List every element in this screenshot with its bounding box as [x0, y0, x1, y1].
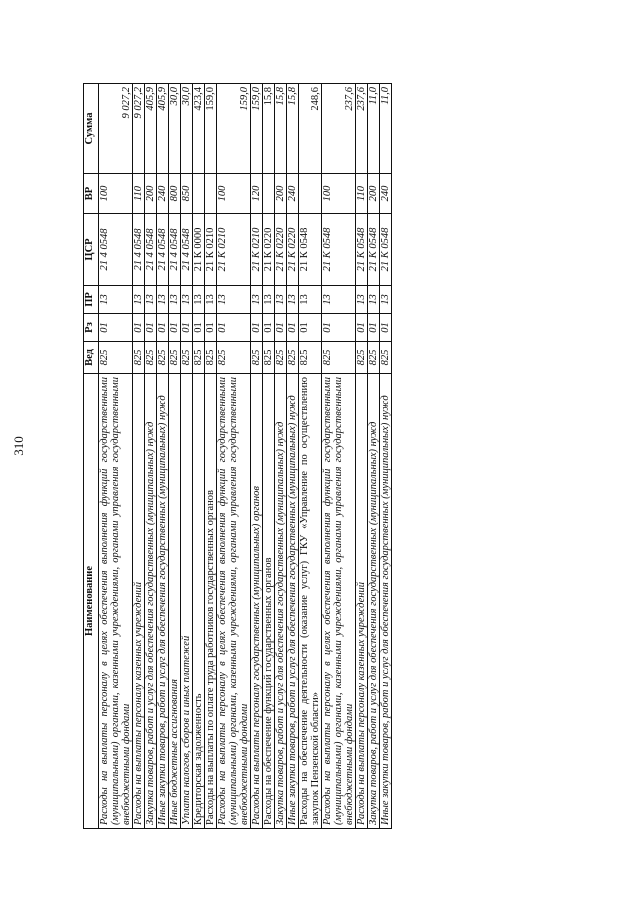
cell-pr: 13	[181, 286, 193, 314]
cell-pr: 13	[299, 286, 322, 314]
cell-sum: 30,0	[169, 84, 181, 174]
cell-sum: 423,4	[193, 84, 205, 174]
table-row	[356, 84, 368, 829]
cell-csr: 21 4 0548	[133, 214, 145, 286]
cell-sum: 405,9	[157, 84, 169, 174]
cell-rz: 01	[263, 314, 275, 342]
cell-name: Закупка товаров, работ и услуг для обеспечения государственных (муниципальных) нужд	[368, 374, 380, 829]
cell-csr: 21 К 0220	[287, 214, 299, 286]
cell-rz: 01	[287, 314, 299, 342]
cell-ved: 825	[157, 342, 169, 374]
table-row	[193, 84, 205, 829]
cell-name: Расходы на выплаты персоналу казенных учреждений	[356, 374, 368, 829]
cell-vr: 110	[133, 174, 145, 214]
rotated-table-container	[83, 84, 392, 829]
budget-table	[83, 83, 392, 829]
cell-pr: 13	[99, 286, 133, 314]
column-header-pr: ПР	[84, 286, 99, 314]
cell-sum: 15,8	[287, 84, 299, 174]
cell-rz: 01	[380, 314, 392, 342]
cell-rz: 01	[99, 314, 133, 342]
cell-csr: 21 К 0548	[368, 214, 380, 286]
cell-vr: 100	[99, 174, 133, 214]
column-header-rz: Рз	[84, 314, 99, 342]
column-header-ved: Вед	[84, 342, 99, 374]
cell-vr	[205, 174, 217, 214]
table-row	[322, 84, 356, 829]
cell-sum: 159,0	[205, 84, 217, 174]
cell-pr: 13	[322, 286, 356, 314]
cell-sum: 248,6	[299, 84, 322, 174]
cell-csr: 21 К 0548	[299, 214, 322, 286]
cell-rz: 01	[217, 314, 251, 342]
cell-rz: 01	[157, 314, 169, 342]
table-row	[157, 84, 169, 829]
cell-ved: 825	[263, 342, 275, 374]
table-row	[99, 84, 133, 829]
cell-rz: 01	[181, 314, 193, 342]
cell-vr: 850	[181, 174, 193, 214]
cell-vr: 200	[145, 174, 157, 214]
cell-ved: 825	[368, 342, 380, 374]
cell-rz: 01	[368, 314, 380, 342]
cell-vr	[299, 174, 322, 214]
cell-sum: 9 027,2	[99, 84, 133, 174]
cell-vr: 240	[287, 174, 299, 214]
cell-rz: 01	[145, 314, 157, 342]
cell-rz: 01	[356, 314, 368, 342]
cell-name: Уплата налогов, сборов и иных платежей	[181, 374, 193, 829]
cell-pr: 13	[193, 286, 205, 314]
cell-vr: 200	[275, 174, 287, 214]
cell-pr: 13	[368, 286, 380, 314]
cell-sum: 237,6	[356, 84, 368, 174]
table-header-row	[84, 84, 99, 829]
cell-ved: 825	[356, 342, 368, 374]
cell-csr: 21 К 0000	[193, 214, 205, 286]
cell-csr: 21 К 0220	[263, 214, 275, 286]
table-row	[133, 84, 145, 829]
cell-rz: 01	[251, 314, 263, 342]
cell-pr: 13	[251, 286, 263, 314]
cell-csr: 21 К 0548	[356, 214, 368, 286]
cell-rz: 01	[299, 314, 322, 342]
cell-sum: 237,6	[322, 84, 356, 174]
cell-rz: 01	[133, 314, 145, 342]
cell-pr: 13	[205, 286, 217, 314]
cell-vr: 100	[217, 174, 251, 214]
cell-ved: 825	[322, 342, 356, 374]
table-row	[368, 84, 380, 829]
cell-pr: 13	[287, 286, 299, 314]
cell-sum: 15,8	[263, 84, 275, 174]
cell-name: Расходы на обеспечение деятельности (оказание услуг) ГКУ «Управление по осуществлению закупок Пензенской области»	[299, 374, 322, 829]
cell-csr: 21 4 0548	[169, 214, 181, 286]
cell-vr: 800	[169, 174, 181, 214]
cell-name: Кредиторская задолженность	[193, 374, 205, 829]
cell-sum: 405,9	[145, 84, 157, 174]
cell-vr	[263, 174, 275, 214]
table-row	[275, 84, 287, 829]
cell-name: Иные бюджетные ассигнования	[169, 374, 181, 829]
table-row	[380, 84, 392, 829]
cell-csr: 21 К 0548	[380, 214, 392, 286]
cell-name: Иные закупки товаров, работ и услуг для обеспечения государственных (муниципальных) нужд	[380, 374, 392, 829]
cell-pr: 13	[380, 286, 392, 314]
table-row	[263, 84, 275, 829]
cell-sum: 30,0	[181, 84, 193, 174]
cell-pr: 13	[145, 286, 157, 314]
cell-pr: 13	[217, 286, 251, 314]
cell-ved: 825	[380, 342, 392, 374]
cell-ved: 825	[299, 342, 322, 374]
table-row	[299, 84, 322, 829]
cell-ved: 825	[169, 342, 181, 374]
cell-csr: 21 4 0548	[181, 214, 193, 286]
cell-csr: 21 К 0220	[275, 214, 287, 286]
table-row	[145, 84, 157, 829]
cell-ved: 825	[133, 342, 145, 374]
cell-sum: 15,8	[275, 84, 287, 174]
cell-ved: 825	[275, 342, 287, 374]
cell-pr: 13	[133, 286, 145, 314]
cell-ved: 825	[193, 342, 205, 374]
cell-ved: 825	[287, 342, 299, 374]
cell-csr: 21 4 0548	[157, 214, 169, 286]
cell-name: Иные закупки товаров, работ и услуг для обеспечения государственных (муниципальных) нужд	[157, 374, 169, 829]
cell-ved: 825	[99, 342, 133, 374]
cell-name: Расходы на обеспечение функций государственных органов	[263, 374, 275, 829]
cell-name: Закупка товаров, работ и услуг для обеспечения государственных (муниципальных) нужд	[145, 374, 157, 829]
column-header-csr: ЦСР	[84, 214, 99, 286]
cell-rz: 01	[275, 314, 287, 342]
cell-rz: 01	[322, 314, 356, 342]
cell-vr: 200	[368, 174, 380, 214]
cell-pr: 13	[263, 286, 275, 314]
cell-csr: 21 К 0548	[322, 214, 356, 286]
cell-pr: 13	[356, 286, 368, 314]
cell-ved: 825	[181, 342, 193, 374]
cell-csr: 21 4 0548	[145, 214, 157, 286]
cell-vr	[193, 174, 205, 214]
table-row	[287, 84, 299, 829]
cell-vr: 240	[157, 174, 169, 214]
cell-rz: 01	[205, 314, 217, 342]
table-row	[181, 84, 193, 829]
cell-pr: 13	[169, 286, 181, 314]
cell-name: Расходы на выплаты по оплате труда работников государственных органов	[205, 374, 217, 829]
table-row	[217, 84, 251, 829]
cell-vr: 100	[322, 174, 356, 214]
cell-name: Расходы на выплаты персоналу в целях обеспечения выполнения функций государственными (муниципальными) органами, казенными учреждениями, органами управления государственными внебюджетными фондами	[217, 374, 251, 829]
cell-sum: 9 027,2	[133, 84, 145, 174]
cell-pr: 13	[275, 286, 287, 314]
cell-vr: 120	[251, 174, 263, 214]
cell-sum: 159,0	[251, 84, 263, 174]
cell-ved: 825	[205, 342, 217, 374]
cell-csr: 21 К 0210	[217, 214, 251, 286]
cell-name: Иные закупки товаров, работ и услуг для обеспечения государственных (муниципальных) нужд	[287, 374, 299, 829]
cell-sum: 11,0	[368, 84, 380, 174]
cell-rz: 01	[169, 314, 181, 342]
cell-csr: 21 К 0210	[205, 214, 217, 286]
cell-name: Расходы на выплаты персоналу в целях обеспечения выполнения функций государственными (муниципальными) органами, казенными учреждениями, органами управления государственными внебюджетными фондами	[99, 374, 133, 829]
cell-name: Расходы на выплаты персоналу в целях обеспечения выполнения функций государственными (муниципальными) органами, казенными учреждениями, органами управления государственными внебюджетными фондами	[322, 374, 356, 829]
cell-csr: 21 К 0210	[251, 214, 263, 286]
cell-sum: 159,0	[217, 84, 251, 174]
cell-sum: 11,0	[380, 84, 392, 174]
cell-rz: 01	[193, 314, 205, 342]
table-row	[251, 84, 263, 829]
cell-csr: 21 4 0548	[99, 214, 133, 286]
cell-ved: 825	[217, 342, 251, 374]
page-number: 310	[11, 436, 26, 456]
table-row	[205, 84, 217, 829]
cell-name: Закупка товаров, работ и услуг для обеспечения государственных (муниципальных) нужд	[275, 374, 287, 829]
cell-ved: 825	[251, 342, 263, 374]
cell-vr: 110	[356, 174, 368, 214]
cell-pr: 13	[157, 286, 169, 314]
cell-vr: 240	[380, 174, 392, 214]
column-header-sum: Сумма	[84, 84, 99, 174]
cell-ved: 825	[145, 342, 157, 374]
column-header-name: Наименование	[84, 374, 99, 829]
column-header-vr: ВР	[84, 174, 99, 214]
table-row	[169, 84, 181, 829]
cell-name: Расходы на выплаты персоналу государственных (муниципальных) органов	[251, 374, 263, 829]
cell-name: Расходы на выплаты персоналу казенных учреждений	[133, 374, 145, 829]
